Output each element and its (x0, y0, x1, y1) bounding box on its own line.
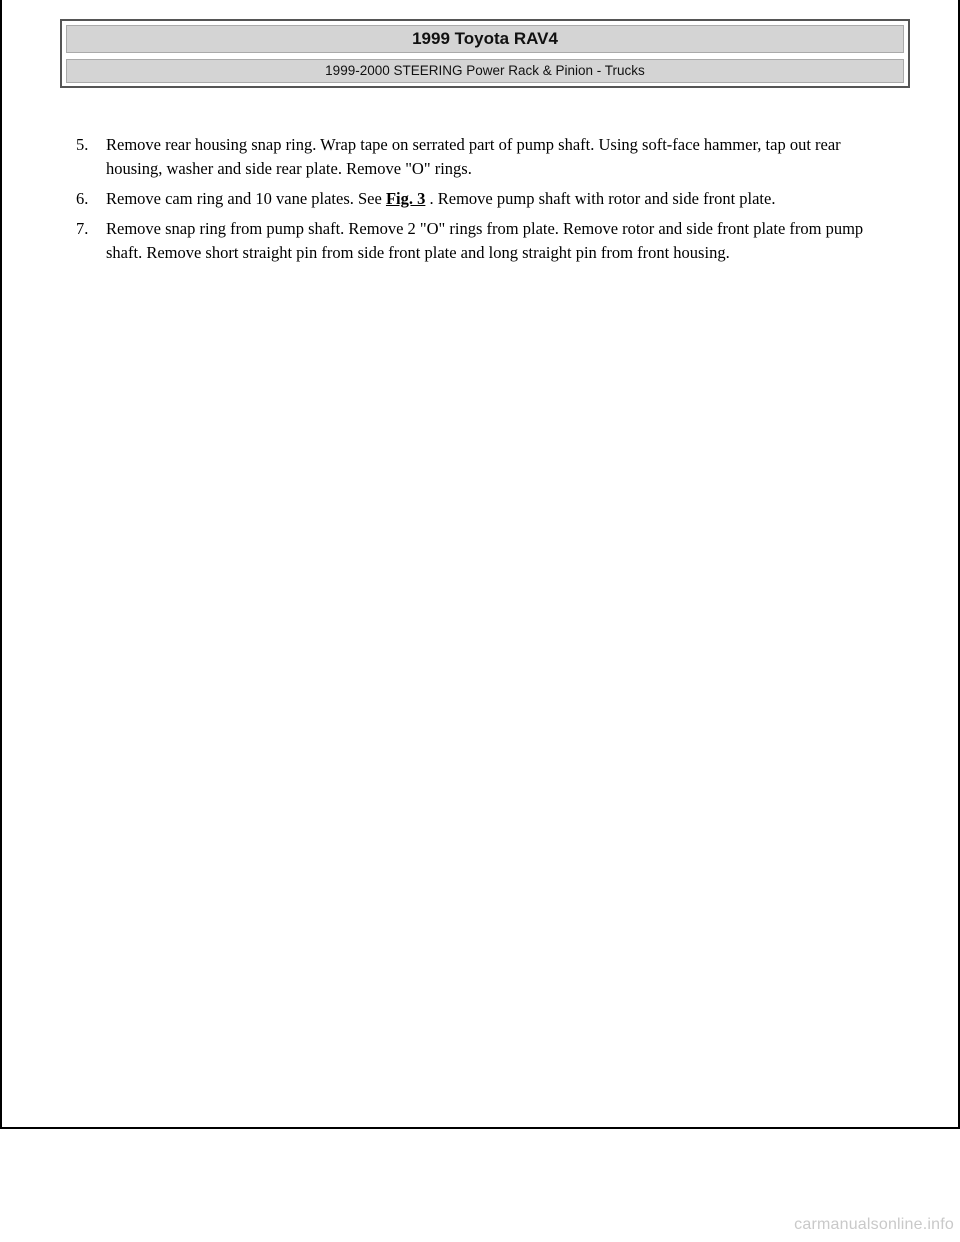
step-text: Remove rear housing snap ring. Wrap tape on serrated part of pump shaft. Using soft-face hammer, tap out rear housing, washer and side rear plate. Remove "O" rings. (106, 135, 841, 178)
step-number: 5. (76, 135, 89, 154)
step-number: 6. (76, 189, 89, 208)
step-text-before: Remove cam ring and 10 vane plates. See (106, 189, 386, 208)
step-text-after: . Remove pump shaft with rotor and side front plate. (425, 189, 776, 208)
document-header (60, 19, 910, 88)
step-text: Remove snap ring from pump shaft. Remove 2 "O" rings from plate. Remove rotor and side front plate from pump shaft. Remove short straight pin from side front plate and long straight pin from front housing. (106, 219, 864, 262)
step-7 (76, 217, 896, 265)
header-title: 1999 Toyota RAV4 (66, 25, 904, 53)
fig-3-link[interactable]: Fig. 3 (385, 189, 426, 208)
step-6 (76, 187, 896, 211)
watermark: carmanualsonline.info (794, 1216, 954, 1233)
header-subtitle: 1999-2000 STEERING Power Rack & Pinion - Trucks (66, 59, 904, 83)
procedure-steps (76, 133, 896, 271)
step-5 (76, 133, 896, 181)
step-number: 7. (76, 219, 89, 238)
